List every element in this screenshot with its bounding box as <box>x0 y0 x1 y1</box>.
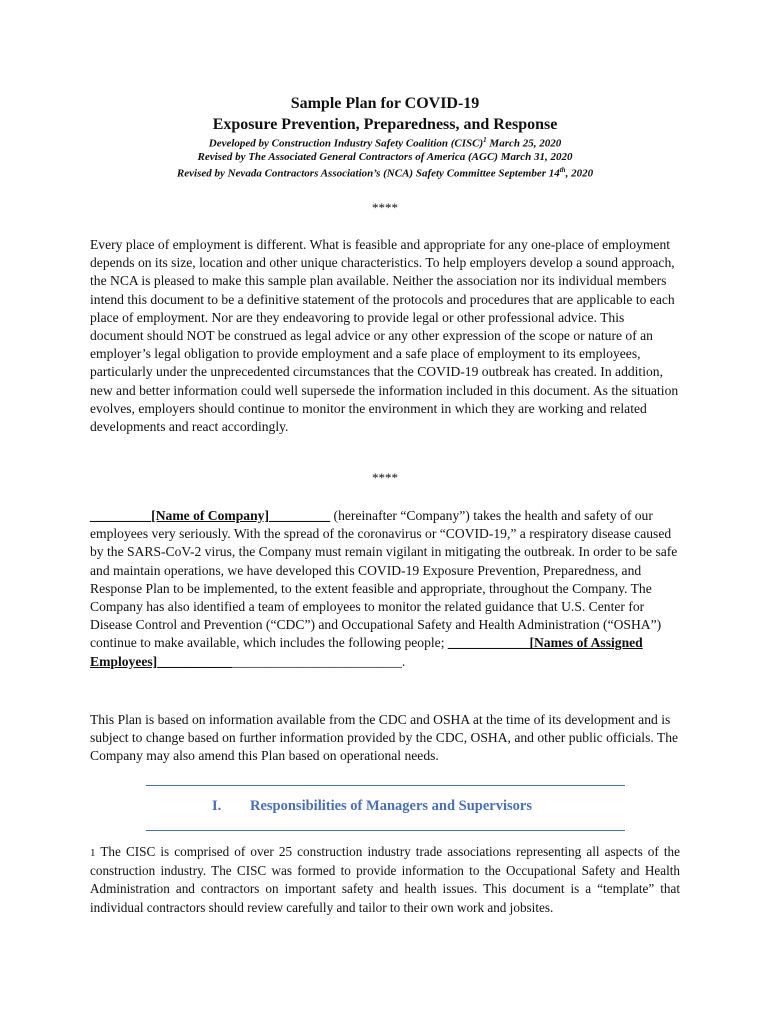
document-title: Sample Plan for COVID-19 <box>290 95 480 112</box>
intro-disclaimer-paragraph: Every place of employment is different. What is feasible and appropriate for any one-place of employment depends on its size, location and other unique characteristics. To help employers develop a sound approach, the NCA is pleased to make this sample plan available. Neither the association nor its individual members intend this document to be a definitive statement of the protocols and procedures that are applicable to each place of employment. Nor are they endeavoring to provide legal or other professional advice. This document should NOT be construed as legal advice or any other expression of the scope or nature of an employer’s legal obligation to provide employment and a safe place of employment to its employees, particularly under the unprecedented circumstances that the COVID-19 outbreak has created. In addition, new and better information could well supersede the information included in this document. As the situation evolves, employers should continue to monitor the environment in which they are working and related developments and react accordingly. <box>90 237 679 435</box>
footnote <box>90 843 680 917</box>
company-name-placeholder: [Name of Company] <box>151 508 269 523</box>
plan-basis-paragraph: This Plan is based on information available from the CDC and OSHA at the time of its development and is subject to change based on further information provided by the CDC, OSHA, and other public officials. The Company may also amend this Plan based on operational needs. <box>90 712 679 764</box>
separator-stars: **** <box>372 470 398 485</box>
credit-nca-year: , 2020 <box>565 167 594 180</box>
separator-stars: **** <box>372 200 398 215</box>
company-blank-pre: _________ <box>90 508 152 523</box>
credit-nca-text: Revised by Nevada Contractors Association’s (NCA) Safety Committee September 14 <box>176 167 560 180</box>
section-number: I. <box>212 798 222 814</box>
employees-blank-pre: ____________ <box>447 635 530 651</box>
assigned-employees-placeholder: [Names of Assigned Employees] <box>90 635 643 669</box>
credit-revised-agc: Revised by The Associated General Contractors of America (AGC) March 31, 2020 <box>197 151 573 163</box>
section-rule-top <box>146 785 625 786</box>
company-blank-post: _________ <box>268 508 331 523</box>
footnote-text: The CISC is comprised of over 25 construction industry trade associations representing all aspects of the construction industry. The CISC was formed to provide information to the Occupational Safety and Health Administration and contractors on important safety and health issues. This document is a “template” that individual contractors should review carefully and tailor to their own work and jobsites. <box>90 844 680 915</box>
section-title: Responsibilities of Managers and Supervisors <box>250 798 532 814</box>
credit-developed-date: March 25, 2020 <box>486 137 562 150</box>
footnote-ref: 1 <box>483 136 487 144</box>
credit-developed-by <box>0 136 770 150</box>
company-commitment-paragraph <box>90 507 680 671</box>
commitment-text: (hereinafter “Company”) takes the health and safety of our employees very seriously. With the spread of the coronavirus or “COVID-19,” a respiratory disease caused by the SARS-CoV-2 virus, the Company must remain vigilant in mitigating the outbreak. In order to be safe and maintain operations, we have developed this COVID-19 Exposure Prevention, Preparedness, and Response Plan to be implemented, to the extent feasible and appropriate, throughout the Company. The Company has also identified a team of employees to monitor the related guidance that U.S. Center for Disease Control and Prevention (“CDC”) and Occupational Safety and Health Administration (“OSHA”) continue to make available, which includes the following people; <box>90 508 678 651</box>
credit-developed-text: Developed by Construction Industry Safety Coalition (CISC) <box>208 137 484 150</box>
ordinal-suffix: th <box>559 166 566 174</box>
credit-revised-nca <box>0 166 770 180</box>
section-rule-bottom <box>146 830 625 831</box>
employees-blank-post: ___________ <box>157 653 232 669</box>
document-subtitle: Exposure Prevention, Preparedness, and Response <box>212 116 558 133</box>
employees-blank-tail: _________________________. <box>231 653 406 669</box>
footnote-number: 1 <box>90 847 96 859</box>
